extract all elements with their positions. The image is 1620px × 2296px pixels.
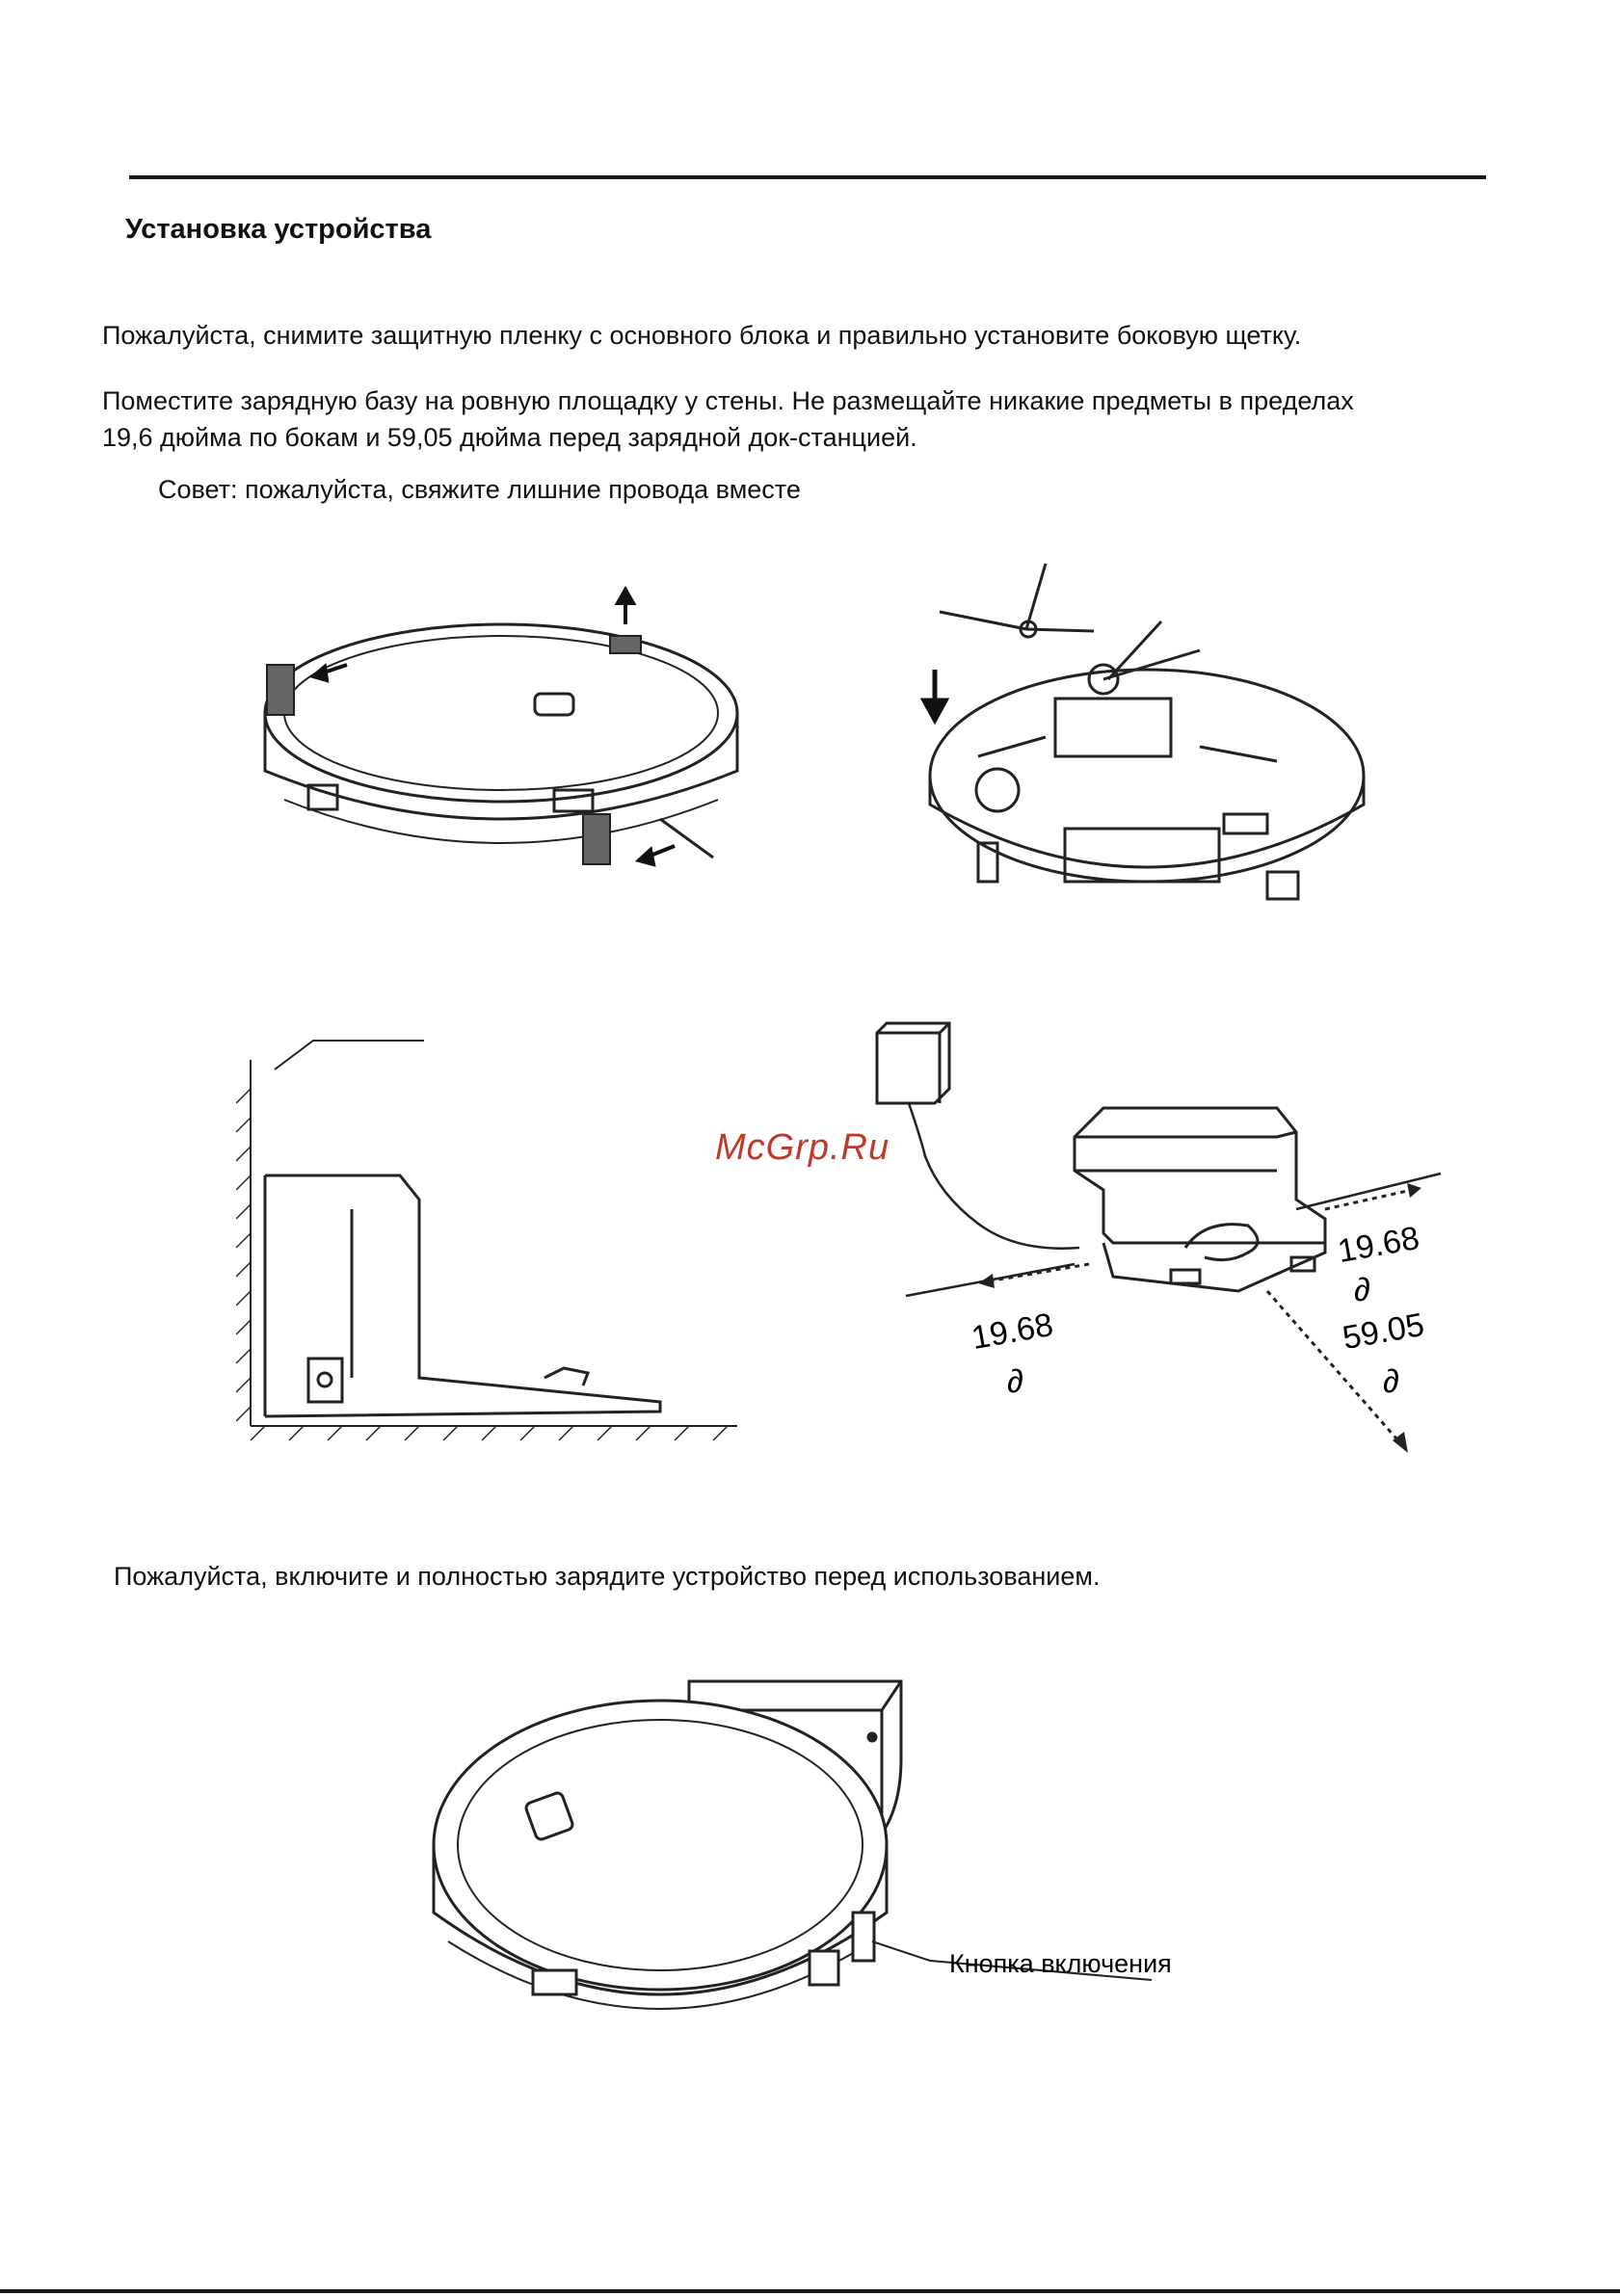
watermark: McGrp.Ru <box>715 1127 890 1168</box>
film-tab-top <box>610 636 641 653</box>
front-distance-unit: ∂ <box>1383 1363 1399 1400</box>
film-tab-right <box>583 814 610 864</box>
left-distance-value: 19.68 <box>969 1306 1056 1358</box>
front-distance-value: 59.05 <box>1340 1306 1427 1358</box>
adapter-cable <box>909 1103 1079 1249</box>
remove-film-illustration <box>246 578 747 906</box>
power-button-illustration <box>419 1662 1219 2067</box>
side-brush-illustration <box>911 554 1373 939</box>
power-cable <box>660 819 713 858</box>
bottom-rule <box>0 2289 1620 2293</box>
right-distance-unit: ∂ <box>1354 1272 1370 1308</box>
power-button-label: Кнопка включения <box>949 1949 1172 1978</box>
tip-text: Совет: пожалуйста, свяжите лишние провода вместе <box>158 475 801 504</box>
side-brush-loose <box>940 564 1094 637</box>
film-tab-left <box>267 665 294 715</box>
charge-instruction: Пожалуйста, включите и полностью зарядите устройство перед использованием. <box>114 1562 1101 1591</box>
left-distance-unit: ∂ <box>1007 1363 1023 1400</box>
placement-instruction-line1: Поместите зарядную базу на ровную площадку у стены. Не размещайте никакие предметы в пределах <box>102 386 1354 415</box>
right-distance-value: 19.68 <box>1335 1219 1422 1271</box>
film-brush-instruction: Пожалуйста, снимите защитную пленку с основного блока и правильно установите боковую щетку. <box>102 321 1302 350</box>
removal-arrows <box>313 590 675 864</box>
robot-docked <box>434 1701 887 2009</box>
dock-clearance-illustration <box>872 1012 1465 1474</box>
install-arrow <box>924 670 945 720</box>
power-adapter <box>877 1023 949 1103</box>
dock-side-profile <box>265 1175 660 1416</box>
top-rule <box>129 175 1486 179</box>
placement-instruction-line2: 19,6 дюйма по бокам и 59,05 дюйма перед зарядной док-станцией. <box>102 423 917 452</box>
wall-side-view-illustration <box>236 1031 747 1445</box>
section-title: Установка устройства <box>125 214 432 245</box>
charging-dock <box>1075 1108 1325 1291</box>
